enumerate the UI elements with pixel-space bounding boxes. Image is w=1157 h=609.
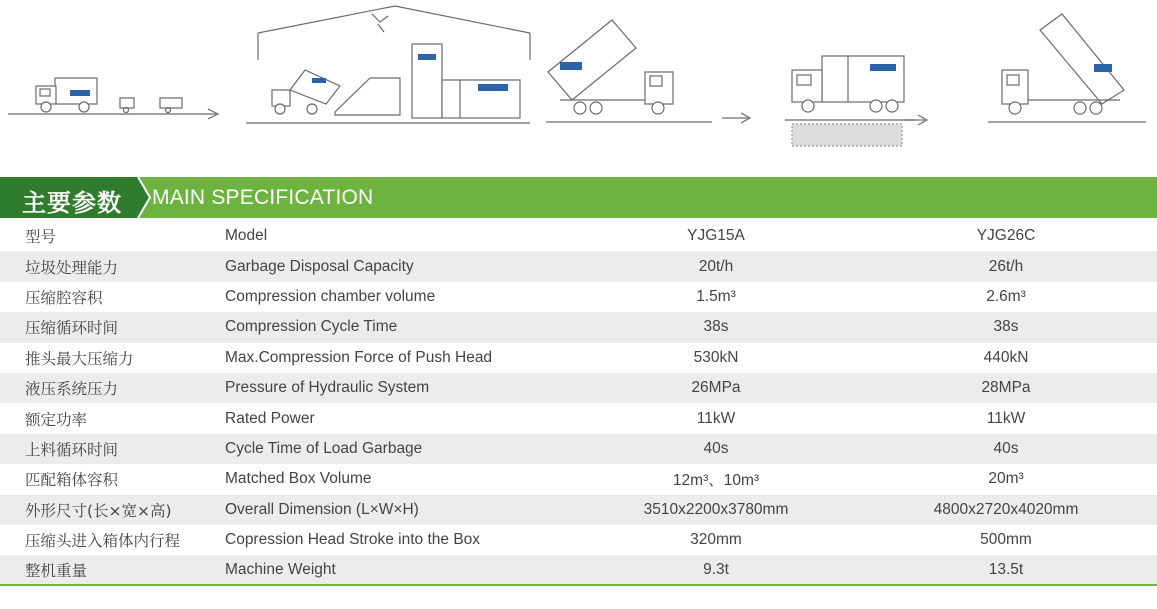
param-name-cn: 外形尺寸(长×宽×高) [25,501,172,520]
param-name-en: Copression Head Stroke into the Box [225,531,481,549]
table-row [0,343,1157,373]
param-name-en: Compression chamber volume [225,287,436,305]
process-illustration [0,0,1157,160]
value-yjg15a: 12m³、10m³ [672,472,760,490]
value-yjg15a: 20t/h [698,257,734,275]
param-name-cn: 推头最大压缩力 [25,349,134,368]
table-row [0,312,1157,342]
param-name-cn: 匹配箱体容积 [25,471,119,490]
table-row [0,221,1157,251]
value-yjg26c: 2.6m³ [986,287,1026,305]
table-row [0,525,1157,555]
param-name-en: Matched Box Volume [225,470,372,488]
value-yjg15a: 320mm [690,531,742,549]
param-name-cn: 垃圾处理能力 [25,258,119,277]
value-yjg15a: 26MPa [691,379,741,397]
value-yjg15a: 3510x2200x3780mm [643,500,789,518]
value-yjg15a: 11kW [696,409,736,427]
param-name-cn: 型号 [25,228,57,247]
spec-header [0,177,1157,218]
param-name-en: Max.Compression Force of Push Head [225,348,493,366]
spec-table [0,221,1157,586]
param-name-en: Model [225,227,268,245]
param-name-cn: 压缩头进入箱体内行程 [25,532,181,551]
value-yjg26c: 440kN [983,348,1029,366]
section-title-cn: 主要参数 [22,189,122,217]
param-name-en: Pressure of Hydraulic System [225,379,430,397]
param-name-en: Machine Weight [225,561,336,579]
value-yjg15a: 40s [703,439,729,457]
param-name-cn: 液压系统压力 [25,380,119,399]
value-yjg15a: YJG15A [687,227,745,245]
section-title-en: MAIN SPECIFICATION [152,186,374,209]
value-yjg26c: 20m³ [988,470,1024,488]
param-name-cn: 整机重量 [25,562,88,581]
value-yjg15a: 9.3t [703,561,729,579]
param-name-en: Overall Dimension (L×W×H) [225,500,419,518]
table-row [0,403,1157,433]
param-name-en: Rated Power [225,409,315,427]
value-yjg26c: 38s [993,318,1019,336]
value-yjg15a: 530kN [693,348,739,366]
table-row [0,251,1157,281]
param-name-en: Compression Cycle Time [225,318,398,336]
value-yjg26c: 13.5t [988,561,1024,579]
param-name-cn: 额定功率 [25,410,88,429]
param-name-en: Garbage Disposal Capacity [225,257,414,275]
table-bottom-rule [0,584,1157,586]
truck-on-pit-icon [785,56,927,146]
param-name-cn: 压缩腔容积 [25,288,103,307]
param-name-cn: 压缩循环时间 [25,319,119,338]
compactor-station-icon [246,6,530,123]
value-yjg26c: 500mm [980,531,1032,549]
param-name-cn: 上料循环时间 [25,440,119,459]
param-name-en: Cycle Time of Load Garbage [225,439,423,457]
arrow-right-icon [722,113,750,123]
garbage-truck-icon [36,78,182,113]
value-yjg26c: 11kW [986,409,1026,427]
table-row [0,282,1157,312]
value-yjg26c: 40s [993,439,1019,457]
value-yjg26c: 4800x2720x4020mm [933,500,1079,518]
value-yjg26c: 28MPa [981,379,1031,397]
value-yjg15a: 38s [703,318,729,336]
tipping-truck-icon [988,14,1146,122]
table-row [0,434,1157,464]
value-yjg26c: 26t/h [988,257,1024,275]
value-yjg26c: YJG26C [976,227,1036,245]
table-row [0,555,1157,585]
arrow-right-icon [8,109,218,119]
dump-truck-icon [546,20,712,122]
table-row [0,464,1157,494]
value-yjg15a: 1.5m³ [696,287,736,305]
table-row [0,373,1157,403]
table-row [0,495,1157,525]
